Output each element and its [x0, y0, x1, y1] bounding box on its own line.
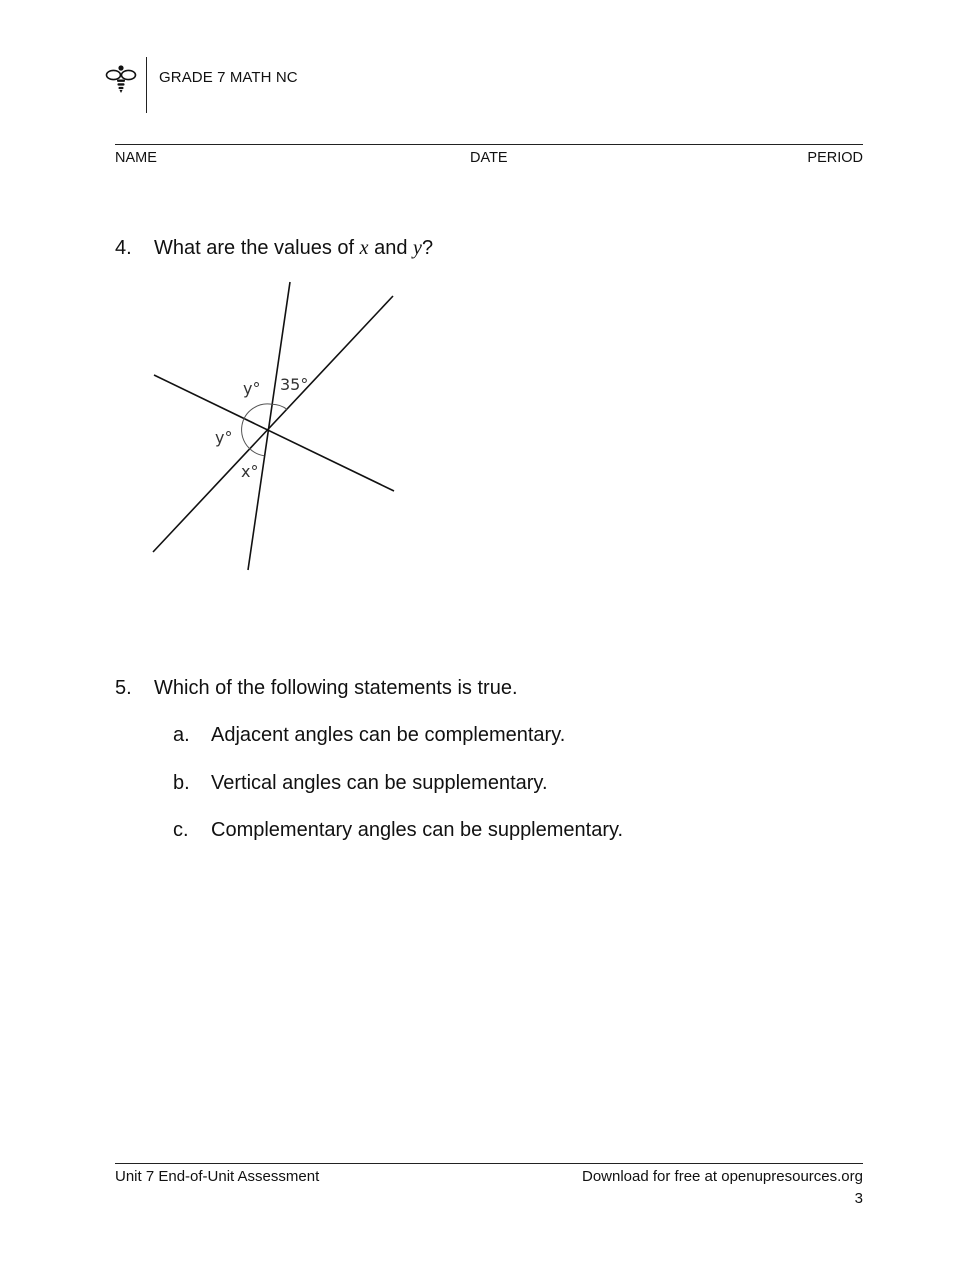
footer-unit-title: Unit 7 End-of-Unit Assessment	[115, 1168, 320, 1185]
footer-rule	[115, 1163, 863, 1164]
arc-35	[272, 404, 287, 409]
diagonal-line	[153, 296, 393, 552]
question-4-text-after: ?	[421, 237, 434, 259]
variable-x: x	[359, 237, 369, 259]
name-date-period-rule	[115, 144, 863, 145]
question-4-text-before: What are the values of	[154, 237, 360, 259]
option-c-letter: c.	[173, 819, 189, 841]
label-35: 35°	[280, 375, 309, 394]
period-label: PERIOD	[807, 150, 863, 166]
option-a-text: Adjacent angles can be complementary.	[211, 724, 566, 746]
option-b-letter: b.	[173, 772, 190, 794]
bee-logo-icon	[104, 64, 138, 94]
arc-y-top	[242, 404, 272, 425]
question-5-text: Which of the following statements is true.	[154, 677, 518, 699]
footer-download-link: Download for free at openupresources.org	[581, 1168, 863, 1185]
question-5-number: 5.	[115, 677, 132, 699]
course-title: GRADE 7 MATH NC	[159, 69, 298, 86]
page-number: 3	[854, 1190, 863, 1207]
arc-y-left	[242, 425, 249, 448]
option-a-letter: a.	[173, 724, 190, 746]
question-4-number: 4.	[115, 237, 132, 259]
question-4-text	[154, 237, 433, 260]
header-divider	[146, 57, 147, 113]
date-label: DATE	[470, 150, 508, 166]
option-b-text: Vertical angles can be supplementary.	[211, 772, 548, 794]
label-x: x°	[241, 462, 259, 481]
label-y-top: y°	[243, 379, 261, 398]
steep-line	[248, 282, 290, 570]
option-c-text: Complementary angles can be supplementary.	[211, 819, 624, 841]
label-y-left: y°	[215, 428, 233, 447]
angle-diagram	[130, 270, 420, 590]
question-4-text-middle: and	[368, 237, 414, 259]
variable-y: y	[413, 237, 422, 259]
name-label: NAME	[115, 150, 157, 166]
arc-x	[249, 448, 264, 456]
